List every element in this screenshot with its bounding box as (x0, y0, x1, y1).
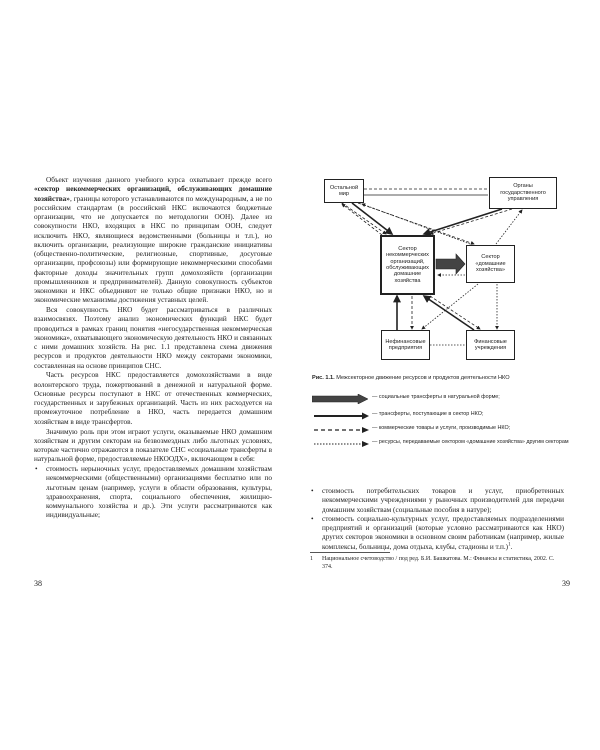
page-number-right: 39 (562, 579, 570, 588)
page-number-left: 38 (34, 579, 42, 588)
list-item (310, 515, 564, 552)
legend-text: — трансферты, поступающие в сектор НКО; (372, 411, 484, 417)
caption-label: Рис. 1.1. (312, 375, 335, 381)
legend-swatch-dashed-line (312, 425, 370, 435)
footnote-divider (310, 552, 390, 553)
list-item-text: стоимость социально-культурных услуг, предоставляемых подразделениями предприятий и организаций (которые условно рассматриваются как НКО) других секторов экономики в основном своим работникам (например, жилые комплексы, больницы, дома отдыха, клубы, стадионы и т.п.)$^1$. (322, 514, 564, 551)
footnote-number: 1 (310, 556, 313, 562)
legend-item (312, 425, 572, 437)
caption-text: Межсекторное движение ресурсов и продуктов деятельности НКО (334, 375, 510, 381)
list-item (34, 465, 272, 521)
footnote-text: Национальное счетоводство / под ред. Б.И. Башкатова. М.: Финансы и статистика, 2002. С. 374. (322, 556, 555, 570)
legend-item (312, 411, 572, 423)
flow-diagram (312, 175, 564, 370)
box-households: Сектор «домашние хозяйства» (466, 245, 515, 283)
legend-text: — социальные трансферты в натуральной форме; (372, 394, 500, 400)
legend-swatch-big-arrow (312, 394, 370, 404)
footnote (310, 556, 564, 571)
box-financial: Финансовые учреждения (466, 330, 515, 360)
box-nonfinancial: Нефинансовые предприятия (381, 330, 430, 360)
legend-swatch-thick-line (312, 411, 370, 421)
bullet-list (34, 465, 272, 521)
left-page-text (34, 176, 272, 521)
legend-item (312, 439, 572, 451)
list-item-text: стоимость потребительских товаров и услуг, приобретенных некоммерческими учреждениями у рыночных производителей для передачи домашним хозяйствам (социальные пособия в натуре); (322, 487, 564, 514)
bullet-icon: • (311, 487, 314, 495)
right-page-text (310, 487, 564, 552)
box-rest-of-world: Остальной мир (324, 179, 364, 203)
box-npo-sector: Сектор некоммерческих организаций, обслуживающих домашние хозяйства (380, 235, 435, 295)
bullet-icon: • (35, 465, 38, 474)
diagram-legend (312, 390, 572, 490)
list-item-text: стоимость нерыночных услуг, предоставляемых домашним хозяйствам некоммерческими (общественными) организациями бесплатно или по льготным ценам (например, услуги в области образования, культуры, здравоохранения, спорта, социального обеспечения, жилищно-коммунального хозяйства и др.). Эти услуги рассматриваются как индивидуальные; (46, 465, 272, 520)
paragraph: Значимую роль при этом играют услуги, оказываемые НКО домашним хозяйствам и другим секторам на безвозмездных либо льготных условиях, которые частично отражаются в показателе СНС «социальные трансферты в натуральной форме, предоставляемые НКООДХ», включающем в себя: (34, 427, 272, 464)
right-page (300, 0, 600, 750)
list-item (310, 487, 564, 515)
paragraph: Часть ресурсов НКС предоставляется домохозяйствами в виде волонтерского труда, пожертвований в денежной и натуральной форме. Основные ресурсы поступают в НКС от отечественных коммерческих, государственных и зарубежных организаций. Часть из них расходуется на промежуточное потребление в НКО, часть передается домашним хозяйствам в виде трансфертов. (34, 371, 272, 426)
bullet-list (310, 487, 564, 552)
legend-text: — коммерческие товары и услуги, производимые НКО; (372, 425, 511, 431)
figure-caption (312, 375, 572, 382)
legend-swatch-dotted-line (312, 439, 370, 449)
paragraph: Объект изучения данного учебного курса охватывает прежде всего «сектор некоммерческих организаций, обслуживающих домашние хозяйства», границы которого устанавливаются по международным, а не по российским стандартам (в российский НКС включаются бюджетные организации, что не допускается по методологии ООН). Далее из совокупности НКО, входящих в НКС по принципам ООН, следует исключить НКО, являющиеся ведомственными (больницы и т.п.), но включить организации, реализующие широкие гражданские инициативы (общественно-политические, религиозные, спортивные, досуговые организации, профсоюзы) или формирующие некоммерческими способами факторные доходы значительных групп домохозяйств (организации промышленников и предпринимателей). Данную совокупность субъектов экономики и НКС объединяют не только общие признаки НКО, но и экономические механизмы достижения уставных целей. (34, 176, 272, 305)
legend-text: — ресурсы, передаваемые сектором «домашние хозяйства» другим секторам (372, 439, 569, 445)
bullet-icon: • (311, 514, 314, 523)
paragraph: Вся совокупность НКО будет рассматриваться в различных взаимосвязях. Поэтому анализ экономических функций НКС будет проводиться в рамках границ понятия «негосударственная некоммерческая экономика», охватывающего экономическую деятельность НКО и связанных с ними домашних хозяйств. На рис. 1.1 представлена схема движения ресурсов и продуктов деятельности НКО между секторами экономики, составленная на основе принципов СНС. (34, 306, 272, 370)
box-government: Органы государственного управления (489, 177, 557, 209)
legend-item (312, 394, 572, 406)
